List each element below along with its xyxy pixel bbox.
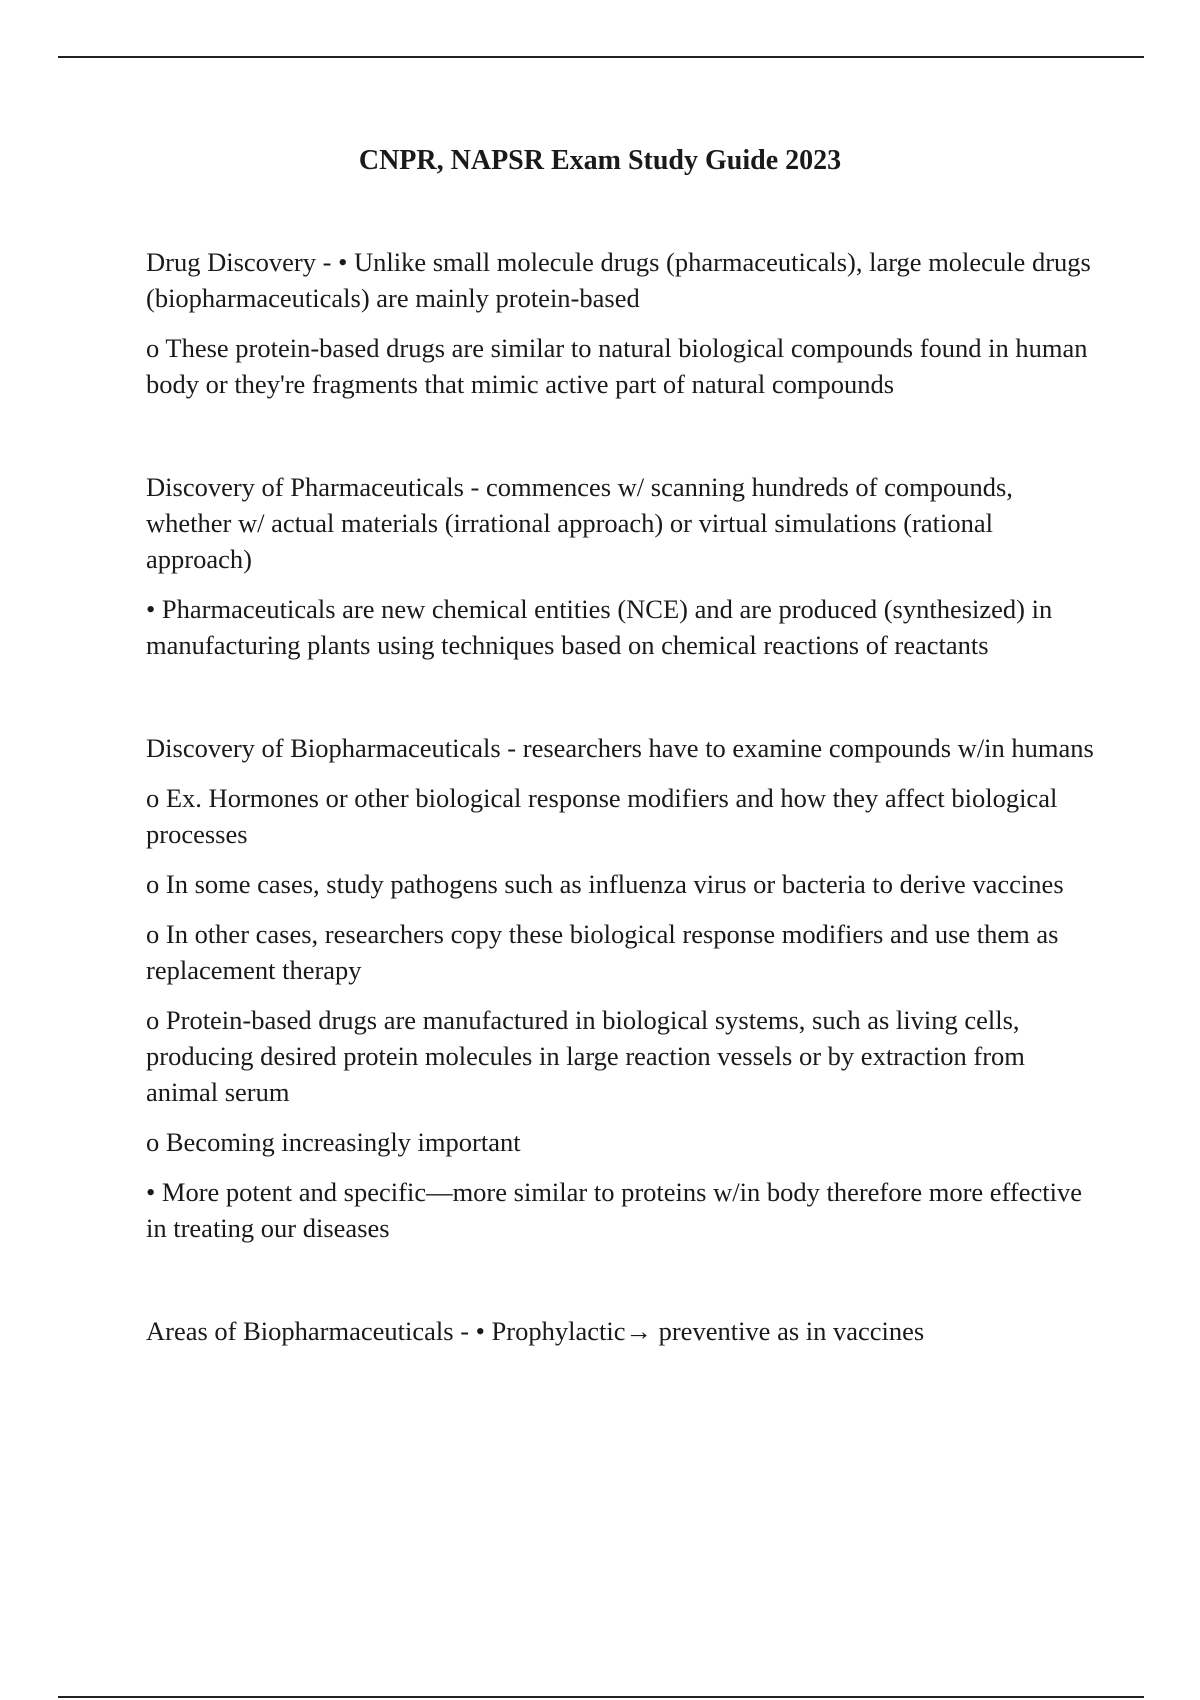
entry-discovery-of-biopharmaceuticals xyxy=(146,730,1096,1246)
entry-item: o Protein-based drugs are manufactured in biological systems, such as living cells, producing desired protein molecules in large reaction vessels or by extraction from animal serum xyxy=(146,1005,1025,1107)
entry-item: o In other cases, researchers copy these biological response modifiers and use them as replacement therapy xyxy=(146,919,1059,985)
document-body xyxy=(146,244,1096,1349)
bottom-rule xyxy=(58,1696,1144,1698)
page-title: CNPR, NAPSR Exam Study Guide 2023 xyxy=(358,145,842,176)
top-rule xyxy=(58,56,1144,58)
entry-heading: Discovery of Pharmaceuticals - commences w/ scanning hundreds of compounds, whether w/ actual materials (irrational approach) or virtual simulations (rational approach) xyxy=(146,472,1013,574)
entry-item: o Ex. Hormones or other biological response modifiers and how they affect biological processes xyxy=(146,783,1058,849)
entry-heading: Areas of Biopharmaceuticals - • Prophylactic→ preventive as in vaccines xyxy=(146,1316,925,1346)
entry-drug-discovery xyxy=(146,244,1096,402)
entry-heading: Discovery of Biopharmaceuticals - researchers have to examine compounds w/in humans xyxy=(146,733,1094,763)
entry-discovery-of-pharmaceuticals xyxy=(146,469,1096,663)
entry-item: • More potent and specific—more similar to proteins w/in body therefore more effective in treating our diseases xyxy=(146,1177,1082,1243)
entry-item: • Pharmaceuticals are new chemical entities (NCE) and are produced (synthesized) in manufacturing plants using techniques based on chemical reactions of reactants xyxy=(146,594,1053,660)
entry-item: o In some cases, study pathogens such as influenza virus or bacteria to derive vaccines xyxy=(146,869,1064,899)
entry-item: o Becoming increasingly important xyxy=(146,1127,521,1157)
entry-heading: Drug Discovery - • Unlike small molecule drugs (pharmaceuticals), large molecule drugs (biopharmaceuticals) are mainly protein-based xyxy=(146,247,1091,313)
entry-areas-of-biopharmaceuticals xyxy=(146,1313,1096,1349)
entry-item: o These protein-based drugs are similar to natural biological compounds found in human body or they're fragments that mimic active part of natural compounds xyxy=(146,333,1088,399)
